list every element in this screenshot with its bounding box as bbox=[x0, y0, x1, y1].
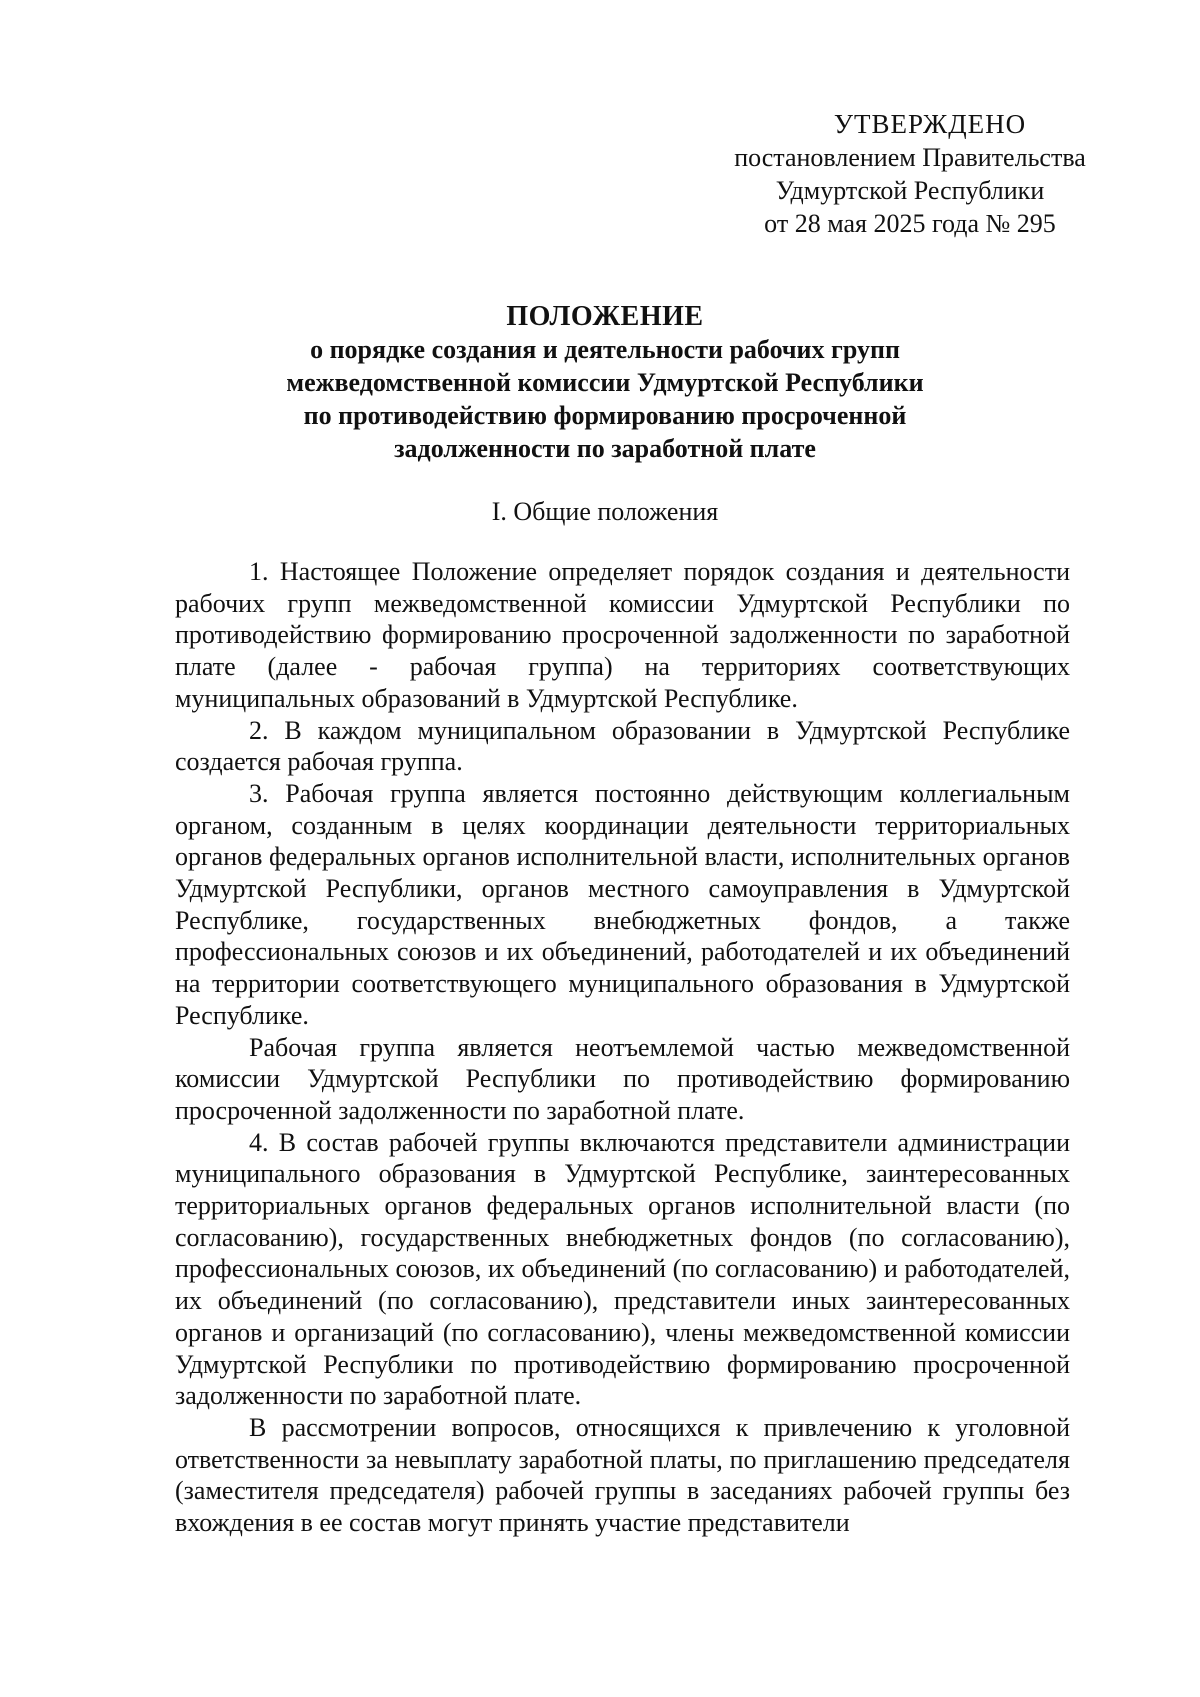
section-title: I. Общие положения bbox=[491, 497, 719, 526]
approval-line-1: постановлением Правительства bbox=[734, 143, 1086, 172]
paragraph-4: 4. В состав рабочей группы включаются представители администрации муниципального образования в Удмуртской Республике, заинтересованных территориальных органов федеральных органов исполнительной власти (по согласованию), государственных внебюджетных фондов (по согласованию), профессиональных союзов, их объединений (по согласованию) и работодателей, их объединений (по согласованию), представители иных заинтересованных органов и организаций (по согласованию), члены межведомственной комиссии Удмуртской Республики по противодействию формированию просроченной задолженности по заработной плате. bbox=[175, 1127, 1070, 1411]
heading-line-1: о порядке создания и деятельности рабочих групп bbox=[310, 335, 900, 364]
paragraph-1: 1. Настоящее Положение определяет порядок создания и деятельности рабочих групп межведомственной комиссии Удмуртской Республики по противодействию формированию просроченной задолженности по заработной плате (далее - рабочая группа) на территориях соответствующих муниципальных образований в Удмуртской Республике. bbox=[175, 557, 1070, 713]
document-heading bbox=[160, 300, 1050, 465]
approval-stamp bbox=[700, 108, 1120, 240]
approval-line-2: Удмуртской Республики bbox=[775, 176, 1045, 205]
paragraph-4-continued: В рассмотрении вопросов, относящихся к привлечению к уголовной ответственности за невыплату заработной платы, по приглашению председателя (заместителя председателя) рабочей группы в заседаниях рабочей группы без вхождения в ее состав могут принять участие представители bbox=[175, 1412, 1070, 1538]
document-body bbox=[175, 556, 1070, 1539]
heading-line-2: межведомственной комиссии Удмуртской Республики bbox=[286, 368, 924, 397]
paragraph-2: 2. В каждом муниципальном образовании в Удмуртской Республике создается рабочая группа. bbox=[175, 715, 1070, 777]
approval-line-3: от 28 мая 2025 года № 295 bbox=[764, 209, 1056, 238]
heading-line-4: задолженности по заработной плате bbox=[394, 434, 816, 463]
document-title: ПОЛОЖЕНИЕ bbox=[506, 301, 704, 332]
approval-title: УТВЕРЖДЕНО bbox=[833, 109, 1027, 139]
heading-line-3: по противодействию формированию просроченной bbox=[303, 401, 907, 430]
paragraph-3-continued: Рабочая группа является неотъемлемой частью межведомственной комиссии Удмуртской Республики по противодействию формированию просроченной задолженности по заработной плате. bbox=[175, 1032, 1070, 1125]
paragraph-3: 3. Рабочая группа является постоянно действующим коллегиальным органом, созданным в целях координации деятельности территориальных органов федеральных органов исполнительной власти, исполнительных органов Удмуртской Республики, органов местного самоуправления в Удмуртской Республике, государственных внебюджетных фондов, а также профессиональных союзов и их объединений, работодателей и их объединений на территории соответствующего муниципального образования в Удмуртской Республике. bbox=[175, 778, 1070, 1030]
